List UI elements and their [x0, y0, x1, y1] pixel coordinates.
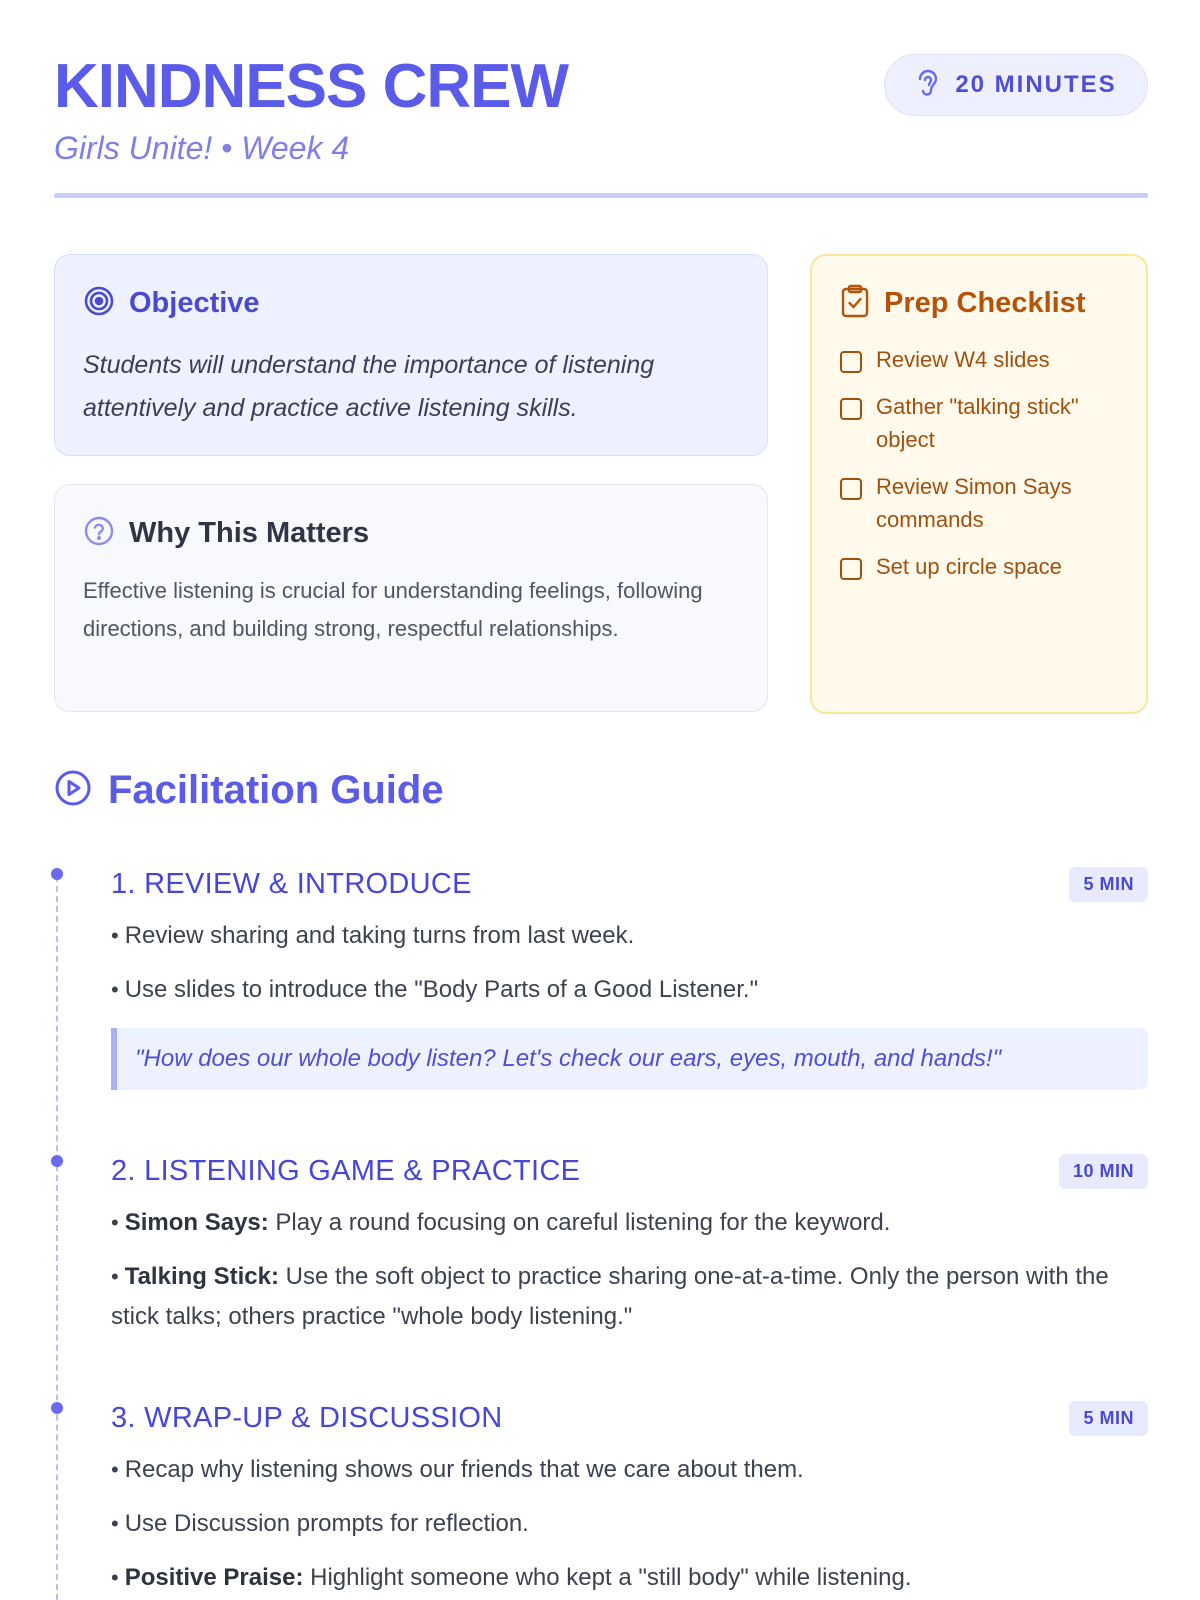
step-bullet: • Review sharing and taking turns from last week.	[111, 922, 635, 949]
guide-heading: Facilitation Guide	[108, 768, 444, 812]
step-2	[111, 1153, 1148, 1337]
why-heading: Why This Matters	[129, 517, 370, 549]
prep-checklist-card	[810, 254, 1148, 714]
checklist-item[interactable]	[840, 343, 1118, 376]
checkbox[interactable]	[840, 478, 862, 500]
checklist-label: Set up circle space	[876, 554, 1062, 579]
ear-icon	[915, 68, 941, 103]
objective-heading: Objective	[129, 287, 260, 319]
time-badge: 10 MIN	[1059, 1154, 1148, 1189]
checkbox[interactable]	[840, 398, 862, 420]
header-divider	[54, 193, 1148, 198]
step-title: 1. REVIEW & INTRODUCE	[111, 867, 472, 900]
facilitation-guide-header	[54, 768, 444, 813]
checklist-item[interactable]	[840, 550, 1118, 583]
timeline-dot	[51, 1155, 63, 1167]
question-icon	[83, 515, 115, 552]
facilitator-quote: "How does our whole body listen? Let's check our ears, eyes, mouth, and hands!"	[111, 1028, 1148, 1090]
time-badge: 5 MIN	[1069, 867, 1148, 902]
page-title: KINDNESS CREW	[54, 52, 569, 121]
step-bullet: • Talking Stick: Use the soft object to practice sharing one-at-a-time. Only the person with the stick talks; others practice "whole body listening."	[111, 1263, 1109, 1330]
page-header	[54, 52, 1148, 202]
page-subtitle: Girls Unite! • Week 4	[54, 130, 350, 166]
step-1	[111, 866, 1148, 1090]
clipboard-check-icon	[840, 284, 870, 323]
checkbox[interactable]	[840, 558, 862, 580]
duration-label: 20 MINUTES	[955, 71, 1117, 98]
time-badge: 5 MIN	[1069, 1401, 1148, 1436]
checklist-label: Gather "talking stick" object	[876, 394, 1079, 452]
step-bullet: • Use slides to introduce the "Body Parts of a Good Listener."	[111, 976, 759, 1003]
step-bullet: • Recap why listening shows our friends that we care about them.	[111, 1456, 804, 1483]
step-bullet: • Simon Says: Play a round focusing on careful listening for the keyword.	[111, 1209, 891, 1236]
why-text: Effective listening is crucial for understanding feelings, following directions, and building strong, respectful relationships.	[83, 578, 703, 641]
prep-heading: Prep Checklist	[884, 287, 1086, 319]
checklist-item[interactable]	[840, 470, 1118, 536]
target-icon	[83, 285, 115, 322]
why-card	[54, 484, 768, 712]
step-bullet: • Use Discussion prompts for reflection.	[111, 1510, 529, 1537]
checkbox[interactable]	[840, 351, 862, 373]
checklist-item[interactable]	[840, 390, 1118, 456]
objective-text: Students will understand the importance of listening attentively and practice active listening skills.	[83, 351, 655, 422]
timeline-line	[56, 876, 58, 1600]
step-title: 3. WRAP-UP & DISCUSSION	[111, 1401, 503, 1434]
step-3	[111, 1400, 1148, 1598]
duration-badge	[884, 54, 1148, 116]
checklist-label: Review Simon Says commands	[876, 474, 1072, 532]
step-title: 2. LISTENING GAME & PRACTICE	[111, 1154, 581, 1187]
checklist-label: Review W4 slides	[876, 347, 1050, 372]
step-bullet: • Positive Praise: Highlight someone who kept a "still body" while listening.	[111, 1564, 912, 1591]
timeline-dot	[51, 1402, 63, 1414]
prep-list	[840, 343, 1118, 583]
play-circle-icon	[54, 769, 92, 812]
objective-card	[54, 254, 768, 456]
timeline-dot	[51, 868, 63, 880]
